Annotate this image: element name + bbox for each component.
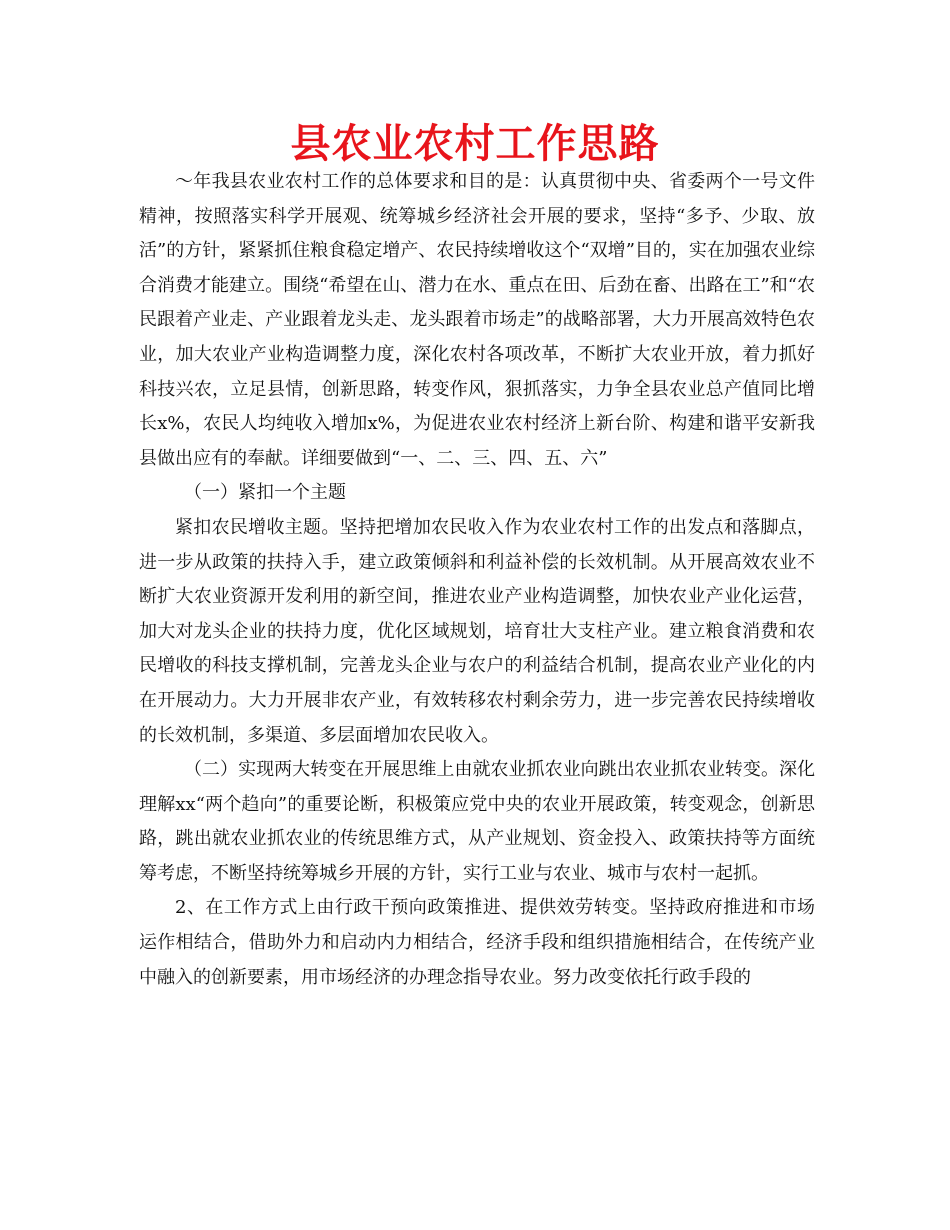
document-body: [139, 165, 815, 995]
section-heading-one: （一）紧扣一个主题: [184, 482, 346, 504]
document-title: 县农业农村工作思路: [290, 121, 660, 167]
paragraph-intro: ～年我县农业农村工作的总体要求和目的是：认真贯彻中央、省委两个一号文件精神，按照落实科学开展观、统筹城乡经济社会开展的要求，坚持“多予、少取、放活”的方针，紧紧抓住粮食稳定增产、农民持续增收这个“双增”目的，实在加强农业综合消费才能建立。围绕“希望在山、潜力在水、重点在田、后劲在畜、出路在工”和“农民跟着产业走、产业跟着龙头走、龙头跟着市场走”的战略部署，大力开展高效特色农业，加大农业产业构造调整力度，深化农村各项改革，不断扩大农业开放，着力抓好科技兴农，立足县情，创新思路，转变作风，狠抓落实，力争全县农业总产值同比增长x%，农民人均纯收入增加x%，为促进农业农村经济上新台阶、构建和谐平安新我县做出应有的奉献。详细要做到“一、二、三、四、五、六”: [139, 171, 815, 469]
section-heading-two: （二）实现两大转变在开展思维上由就农业抓农业向跳出农业抓农业转变。深化理解xx“两个趋向”的重要论断，积极策应党中央的农业开展政策，转变观念，创新思路，跳出就农业抓农业的传统思维方式，从产业规划、资金投入、政策扶持等方面统筹考虑，不断坚持统筹城乡开展的方针，实行工业与农业、城市与农村一起抓。: [139, 759, 815, 884]
paragraph-work-method: 2、在工作方式上由行政干预向政策推进、提供效劳转变。坚持政府推进和市场运作相结合，借助外力和启动内力相结合，经济手段和组织措施相结合，在传统产业中融入的创新要素，用市场经济的办理念指导农业。努力改变依托行政手段的: [139, 897, 815, 988]
paragraph-farmer-income: 紧扣农民增收主题。坚持把增加农民收入作为农业农村工作的出发点和落脚点，进一步从政策的扶持入手，建立政策倾斜和利益补偿的长效机制。从开展高效农业不断扩大农业资源开发利用的新空间，推进农业产业构造调整，加快农业产业化运营，加大对龙头企业的扶持力度，优化区域规划，培育壮大支柱产业。建立粮食消费和农民增收的科技支撑机制，完善龙头企业与农户的利益结合机制，提高农业产业化的内在开展动力。大力开展非农产业，有效转移农村剩余劳力，进一步完善农民持续增收的长效机制，多渠道、多层面增加农民收入。: [139, 516, 815, 746]
